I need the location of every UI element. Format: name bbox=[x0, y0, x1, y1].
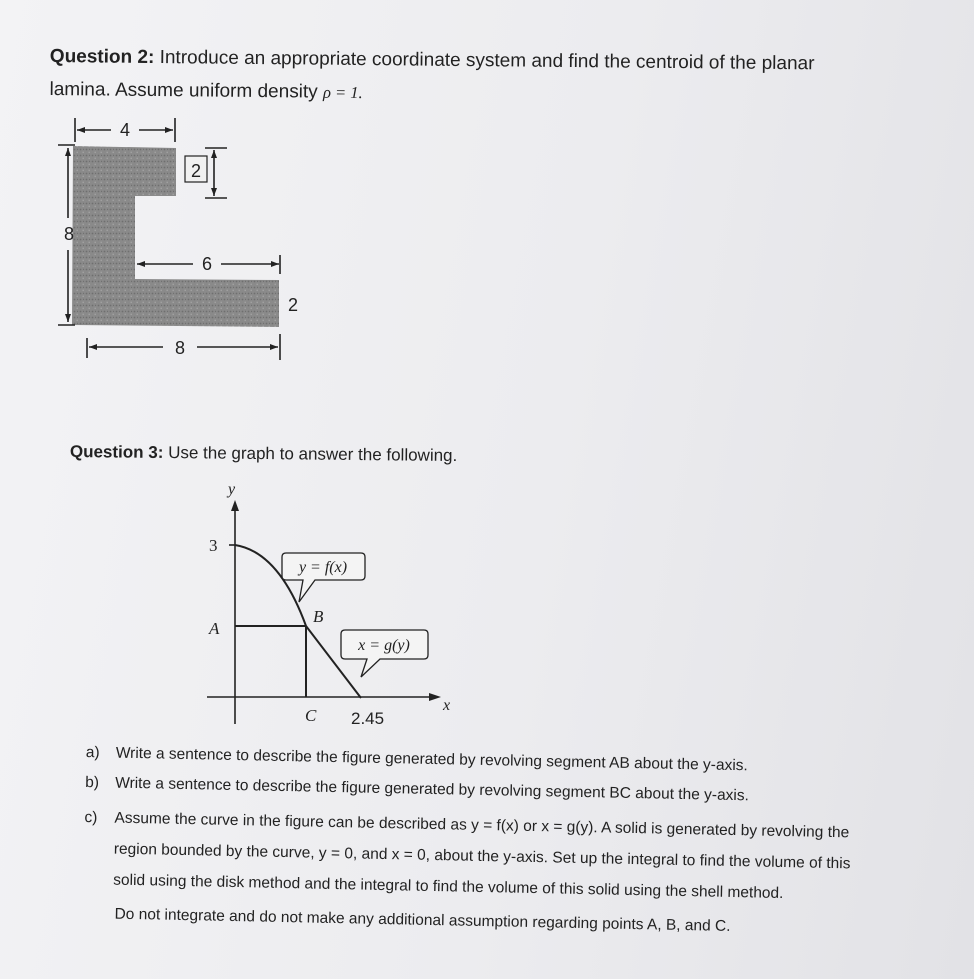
part-a-label: a) bbox=[85, 743, 100, 762]
lamina-shape bbox=[72, 146, 279, 327]
part-c-label: c) bbox=[84, 808, 98, 827]
dim-bottom-thickness: 2 bbox=[287, 295, 299, 315]
graph-figure bbox=[195, 478, 460, 733]
question-2-text-2: lamina. Assume uniform density bbox=[49, 78, 324, 103]
dim-bottom-width: 8 bbox=[174, 338, 186, 358]
lamina-figure bbox=[55, 112, 315, 362]
part-b-label: b) bbox=[85, 773, 100, 792]
part-c-text: Assume the curve in the figure can be described as y = f(x) or x = g(y). A solid is generated by revolving the region bounded by the curve, y = 0, and x = 0, about the y-axis. Set up the integral to find the volume of this solid using the disk method and the integral to find the volume of this solid using the shell method. bbox=[113, 809, 851, 903]
question-2-text-1: Introduce an appropriate coordinate system and find the centroid of the planar bbox=[159, 47, 815, 75]
callout-g-label: x = g(y) bbox=[358, 637, 410, 654]
y-axis-label: y bbox=[228, 481, 236, 498]
question-2-line1: Question 2: Introduce an appropriate coordinate system and find the centroid of the planar bbox=[49, 45, 815, 75]
dim-notch-height: 2 bbox=[190, 161, 202, 181]
question-3-text: Use the graph to answer the following. bbox=[168, 443, 458, 466]
part-a-text: Write a sentence to describe the figure generated by revolving segment AB about the y-axis. bbox=[115, 744, 748, 775]
dim-top-width: 4 bbox=[119, 120, 131, 140]
dim-left-height: 8 bbox=[63, 224, 75, 244]
point-c-label: C bbox=[305, 706, 317, 725]
part-c bbox=[83, 802, 855, 910]
x-axis-label: x bbox=[443, 697, 451, 714]
dim-inner-width: 6 bbox=[201, 254, 213, 274]
y-tick-3: 3 bbox=[209, 536, 218, 555]
density-value: ρ = 1. bbox=[322, 82, 363, 103]
point-b-label: B bbox=[313, 607, 324, 626]
point-a-label: A bbox=[209, 619, 220, 638]
x-intercept-label: 2.45 bbox=[351, 709, 385, 728]
callout-f-label: y = f(x) bbox=[298, 559, 348, 576]
instruction-note: Do not integrate and do not make any additional assumption regarding points A, B, and C. bbox=[114, 905, 731, 935]
question-3-parts bbox=[82, 742, 856, 940]
question-3: Question 3: Use the graph to answer the following. bbox=[69, 442, 458, 466]
part-b-text: Write a sentence to describe the figure generated by revolving segment BC about the y-axis. bbox=[115, 774, 750, 805]
question-3-number: Question 3 bbox=[69, 442, 158, 462]
question-2 bbox=[49, 40, 930, 114]
question-2-number: Question 2 bbox=[49, 45, 149, 68]
